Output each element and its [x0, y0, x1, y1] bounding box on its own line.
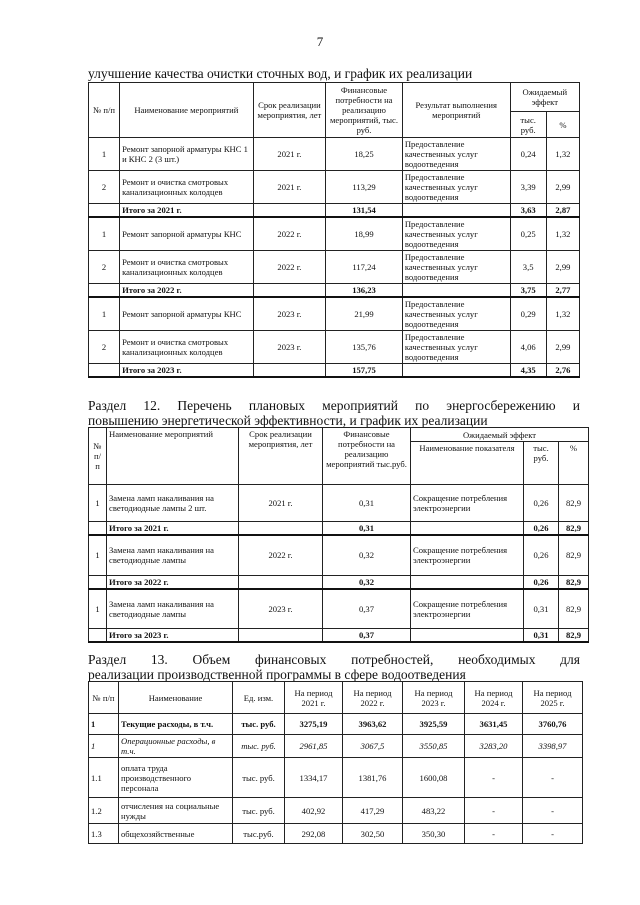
- section-11-table: [88, 82, 580, 378]
- row-num: 1: [89, 217, 120, 251]
- empty-cell: [411, 575, 524, 589]
- total-effect: 0,31: [524, 629, 559, 643]
- empty-cell: [239, 522, 323, 536]
- table-row: [89, 138, 580, 171]
- table-row: [89, 297, 580, 331]
- row-value-2023: 483,22: [403, 798, 465, 824]
- row-value-2025: -: [523, 798, 583, 824]
- row-term: 2023 г.: [253, 297, 326, 331]
- row-value-2025: 3760,76: [523, 714, 583, 735]
- row-num: 1: [89, 138, 120, 171]
- table-row: [89, 331, 580, 364]
- row-name: Ремонт и очистка смотровых канализационных колодцев: [120, 331, 254, 364]
- total-label: Итого за 2022 г.: [120, 284, 254, 298]
- total-pct: 2,87: [546, 204, 579, 218]
- section-11-heading: [88, 66, 472, 81]
- row-indicator: Сокращение потребления электроэнергии: [411, 589, 524, 629]
- section-13-heading-line1: Раздел 13. Объем финансовых потребностей, необходимых для: [88, 652, 580, 667]
- row-result: Предоставление качественных услуг водоотведения: [402, 297, 510, 331]
- table-row: [89, 589, 589, 629]
- header-num: № п/ п: [89, 428, 107, 485]
- row-pct: 1,32: [546, 217, 579, 251]
- row-result: Предоставление качественных услуг водоотведения: [402, 331, 510, 364]
- row-term: 2023 г.: [239, 589, 323, 629]
- row-term: 2023 г.: [253, 331, 326, 364]
- table-row: [89, 217, 580, 251]
- empty-cell: [253, 364, 326, 378]
- row-term: 2022 г.: [239, 535, 323, 575]
- row-num: 1: [89, 535, 107, 575]
- row-value-2021: 292,08: [285, 824, 343, 844]
- header-fin: Финансовые потребности на реализацию мероприятий, тыс. руб.: [326, 83, 403, 138]
- row-num: 2: [89, 171, 120, 204]
- empty-cell: [253, 284, 326, 298]
- total-effect: 3,63: [510, 204, 546, 218]
- header-effect: Ожидаемый эффект: [510, 83, 579, 112]
- header-unit: тыс. руб.: [524, 442, 559, 485]
- row-effect: 0,26: [524, 535, 559, 575]
- row-unit: тыс.руб.: [233, 824, 285, 844]
- row-result: Предоставление качественных услуг водоотведения: [402, 251, 510, 284]
- total-fin: 157,75: [326, 364, 403, 378]
- total-label: Итого за 2021 г.: [120, 204, 254, 218]
- empty-cell: [89, 629, 107, 643]
- total-effect: 3,75: [510, 284, 546, 298]
- row-name: Замена ламп накаливания на светодиодные лампы: [107, 535, 239, 575]
- header-num: № п/п: [89, 83, 120, 138]
- row-effect: 0,26: [524, 485, 559, 522]
- row-name: Ремонт и очистка смотровых канализационных колодцев: [120, 171, 254, 204]
- row-indicator: Сокращение потребления электроэнергии: [411, 535, 524, 575]
- row-num: 1: [89, 735, 119, 758]
- row-num: 1: [89, 714, 119, 735]
- row-pct: 1,32: [546, 297, 579, 331]
- row-effect: 0,29: [510, 297, 546, 331]
- table-row: [89, 251, 580, 284]
- total-fin: 0,31: [323, 522, 411, 536]
- empty-cell: [402, 284, 510, 298]
- row-num: 2: [89, 251, 120, 284]
- row-value-2021: 402,92: [285, 798, 343, 824]
- row-term: 2021 г.: [239, 485, 323, 522]
- total-row: [89, 364, 580, 378]
- header-term: Срок реализации мероприятия, лет: [253, 83, 326, 138]
- row-name: Ремонт запорной арматуры КНС: [120, 297, 254, 331]
- row-num: 1: [89, 589, 107, 629]
- row-value-2024: -: [465, 798, 523, 824]
- page-number: 7: [316, 34, 324, 49]
- total-row: [89, 522, 589, 536]
- header-pct: %: [559, 442, 589, 485]
- row-value-2023: 350,30: [403, 824, 465, 844]
- row-term: 2021 г.: [253, 138, 326, 171]
- total-label: Итого за 2023 г.: [120, 364, 254, 378]
- row-term: 2022 г.: [253, 217, 326, 251]
- empty-cell: [89, 204, 120, 218]
- empty-cell: [89, 364, 120, 378]
- row-name: Операционные расходы, в т.ч.: [119, 735, 233, 758]
- section-12-table: [88, 427, 589, 643]
- header-num: № п/п: [89, 682, 119, 714]
- row-fin: 117,24: [326, 251, 403, 284]
- section-12-heading-line2: повышению энергетической эффективности, и график их реализации: [88, 413, 488, 428]
- header-term: Срок реализации мероприятия, лет: [239, 428, 323, 485]
- total-pct: 82,9: [559, 629, 589, 643]
- empty-cell: [402, 204, 510, 218]
- empty-cell: [89, 575, 107, 589]
- empty-cell: [402, 364, 510, 378]
- total-label: Итого за 2023 г.: [107, 629, 239, 643]
- header-effect: Ожидаемый эффект: [411, 428, 589, 442]
- row-fin: 21,99: [326, 297, 403, 331]
- row-pct: 1,32: [546, 138, 579, 171]
- total-fin: 136,23: [326, 284, 403, 298]
- row-value-2021: 3275,19: [285, 714, 343, 735]
- header-unit: тыс. руб.: [510, 112, 546, 138]
- section-11-header-row: [89, 83, 580, 112]
- row-name: Текущие расходы, в т.ч.: [119, 714, 233, 735]
- header-result: Результат выполнения мероприятий: [402, 83, 510, 138]
- row-term: 2022 г.: [253, 251, 326, 284]
- row-value-2022: 417,29: [343, 798, 403, 824]
- total-pct: 2,76: [546, 364, 579, 378]
- empty-cell: [253, 204, 326, 218]
- row-effect: 0,31: [524, 589, 559, 629]
- row-pct: 82,9: [559, 589, 589, 629]
- section-13-heading: [88, 652, 580, 682]
- row-num: 1.2: [89, 798, 119, 824]
- total-label: Итого за 2021 г.: [107, 522, 239, 536]
- header-pct: %: [546, 112, 579, 138]
- section-13-header-row: [89, 682, 583, 714]
- total-fin: 0,32: [323, 575, 411, 589]
- row-name: Ремонт запорной арматуры КНС 1 и КНС 2 (3 шт.): [120, 138, 254, 171]
- row-fin: 135,76: [326, 331, 403, 364]
- empty-cell: [239, 629, 323, 643]
- header-name: Наименование: [119, 682, 233, 714]
- row-unit: тыс. руб.: [233, 758, 285, 798]
- row-pct: 2,99: [546, 251, 579, 284]
- row-result: Предоставление качественных услуг водоотведения: [402, 171, 510, 204]
- total-row: [89, 575, 589, 589]
- row-pct: 2,99: [546, 171, 579, 204]
- row-value-2021: 1334,17: [285, 758, 343, 798]
- row-name: Замена ламп накаливания на светодиодные лампы: [107, 589, 239, 629]
- row-value-2022: 3963,62: [343, 714, 403, 735]
- row-unit: тыс. руб.: [233, 798, 285, 824]
- empty-cell: [89, 522, 107, 536]
- row-value-2023: 3925,59: [403, 714, 465, 735]
- table-row: [89, 485, 589, 522]
- table-row: [89, 798, 583, 824]
- total-row: [89, 629, 589, 643]
- row-name: оплата труда производственного персонала: [119, 758, 233, 798]
- section-12-header-row: [89, 428, 589, 442]
- row-value-2022: 1381,76: [343, 758, 403, 798]
- row-value-2024: -: [465, 824, 523, 844]
- section-11-heading-text: улучшение качества очистки сточных вод, и график их реализации: [88, 66, 473, 81]
- row-fin: 0,31: [323, 485, 411, 522]
- section-13-heading-line2: реализации производственной программы в сфере водоотведения: [88, 667, 466, 682]
- header-fin: Финансовые потребности на реализацию мероприятий тыс.руб.: [323, 428, 411, 485]
- header-2022: На период 2022 г.: [343, 682, 403, 714]
- total-pct: 2,77: [546, 284, 579, 298]
- header-2023: На период 2023 г.: [403, 682, 465, 714]
- total-pct: 82,9: [559, 522, 589, 536]
- row-value-2023: 1600,08: [403, 758, 465, 798]
- total-effect: 0,26: [524, 522, 559, 536]
- row-value-2021: 2961,85: [285, 735, 343, 758]
- row-unit: тыс. руб.: [233, 735, 285, 758]
- row-fin: 18,99: [326, 217, 403, 251]
- header-indicator: Наименование показателя: [411, 442, 524, 485]
- row-value-2025: 3398,97: [523, 735, 583, 758]
- total-row: [89, 284, 580, 298]
- section-12-heading-line1: Раздел 12. Перечень плановых мероприятий по энергосбережению и: [88, 398, 580, 413]
- header-name: Наименование мероприятий: [120, 83, 254, 138]
- row-value-2025: -: [523, 758, 583, 798]
- row-num: 1: [89, 485, 107, 522]
- row-value-2025: -: [523, 824, 583, 844]
- total-effect: 0,26: [524, 575, 559, 589]
- table-row: [89, 714, 583, 735]
- row-name: Ремонт и очистка смотровых канализационных колодцев: [120, 251, 254, 284]
- row-name: общехозяйственные: [119, 824, 233, 844]
- header-name: Наименование мероприятий: [107, 428, 239, 485]
- row-value-2022: 3067,5: [343, 735, 403, 758]
- total-row: [89, 204, 580, 218]
- section-12-heading: [88, 398, 580, 428]
- header-unit: Ед. изм.: [233, 682, 285, 714]
- section-13-table: [88, 681, 583, 844]
- empty-cell: [411, 522, 524, 536]
- row-pct: 82,9: [559, 485, 589, 522]
- total-effect: 4,35: [510, 364, 546, 378]
- empty-cell: [239, 575, 323, 589]
- total-label: Итого за 2022 г.: [107, 575, 239, 589]
- row-name: отчисления на социальные нужды: [119, 798, 233, 824]
- row-indicator: Сокращение потребления электроэнергии: [411, 485, 524, 522]
- row-fin: 0,37: [323, 589, 411, 629]
- row-effect: 4,06: [510, 331, 546, 364]
- row-fin: 0,32: [323, 535, 411, 575]
- table-row: [89, 171, 580, 204]
- header-2025: На период 2025 г.: [523, 682, 583, 714]
- total-pct: 82,9: [559, 575, 589, 589]
- row-pct: 2,99: [546, 331, 579, 364]
- row-term: 2021 г.: [253, 171, 326, 204]
- table-row: [89, 758, 583, 798]
- row-name: Замена ламп накаливания на светодиодные лампы 2 шт.: [107, 485, 239, 522]
- row-effect: 3,5: [510, 251, 546, 284]
- row-result: Предоставление качественных услуг водоотведения: [402, 217, 510, 251]
- row-value-2024: 3631,45: [465, 714, 523, 735]
- row-name: Ремонт запорной арматуры КНС: [120, 217, 254, 251]
- header-2024: На период 2024 г.: [465, 682, 523, 714]
- table-row: [89, 535, 589, 575]
- row-value-2024: 3283,20: [465, 735, 523, 758]
- header-2021: На период 2021 г.: [285, 682, 343, 714]
- row-fin: 18,25: [326, 138, 403, 171]
- row-fin: 113,29: [326, 171, 403, 204]
- empty-cell: [89, 284, 120, 298]
- row-value-2024: -: [465, 758, 523, 798]
- total-fin: 0,37: [323, 629, 411, 643]
- row-num: 1.3: [89, 824, 119, 844]
- row-effect: 0,25: [510, 217, 546, 251]
- row-num: 1.1: [89, 758, 119, 798]
- row-result: Предоставление качественных услуг водоотведения: [402, 138, 510, 171]
- empty-cell: [411, 629, 524, 643]
- row-value-2022: 302,50: [343, 824, 403, 844]
- row-unit: тыс. руб.: [233, 714, 285, 735]
- total-fin: 131,54: [326, 204, 403, 218]
- row-num: 1: [89, 297, 120, 331]
- table-row: [89, 735, 583, 758]
- table-row: [89, 824, 583, 844]
- row-effect: 3,39: [510, 171, 546, 204]
- row-num: 2: [89, 331, 120, 364]
- row-pct: 82,9: [559, 535, 589, 575]
- row-effect: 0,24: [510, 138, 546, 171]
- row-value-2023: 3550,85: [403, 735, 465, 758]
